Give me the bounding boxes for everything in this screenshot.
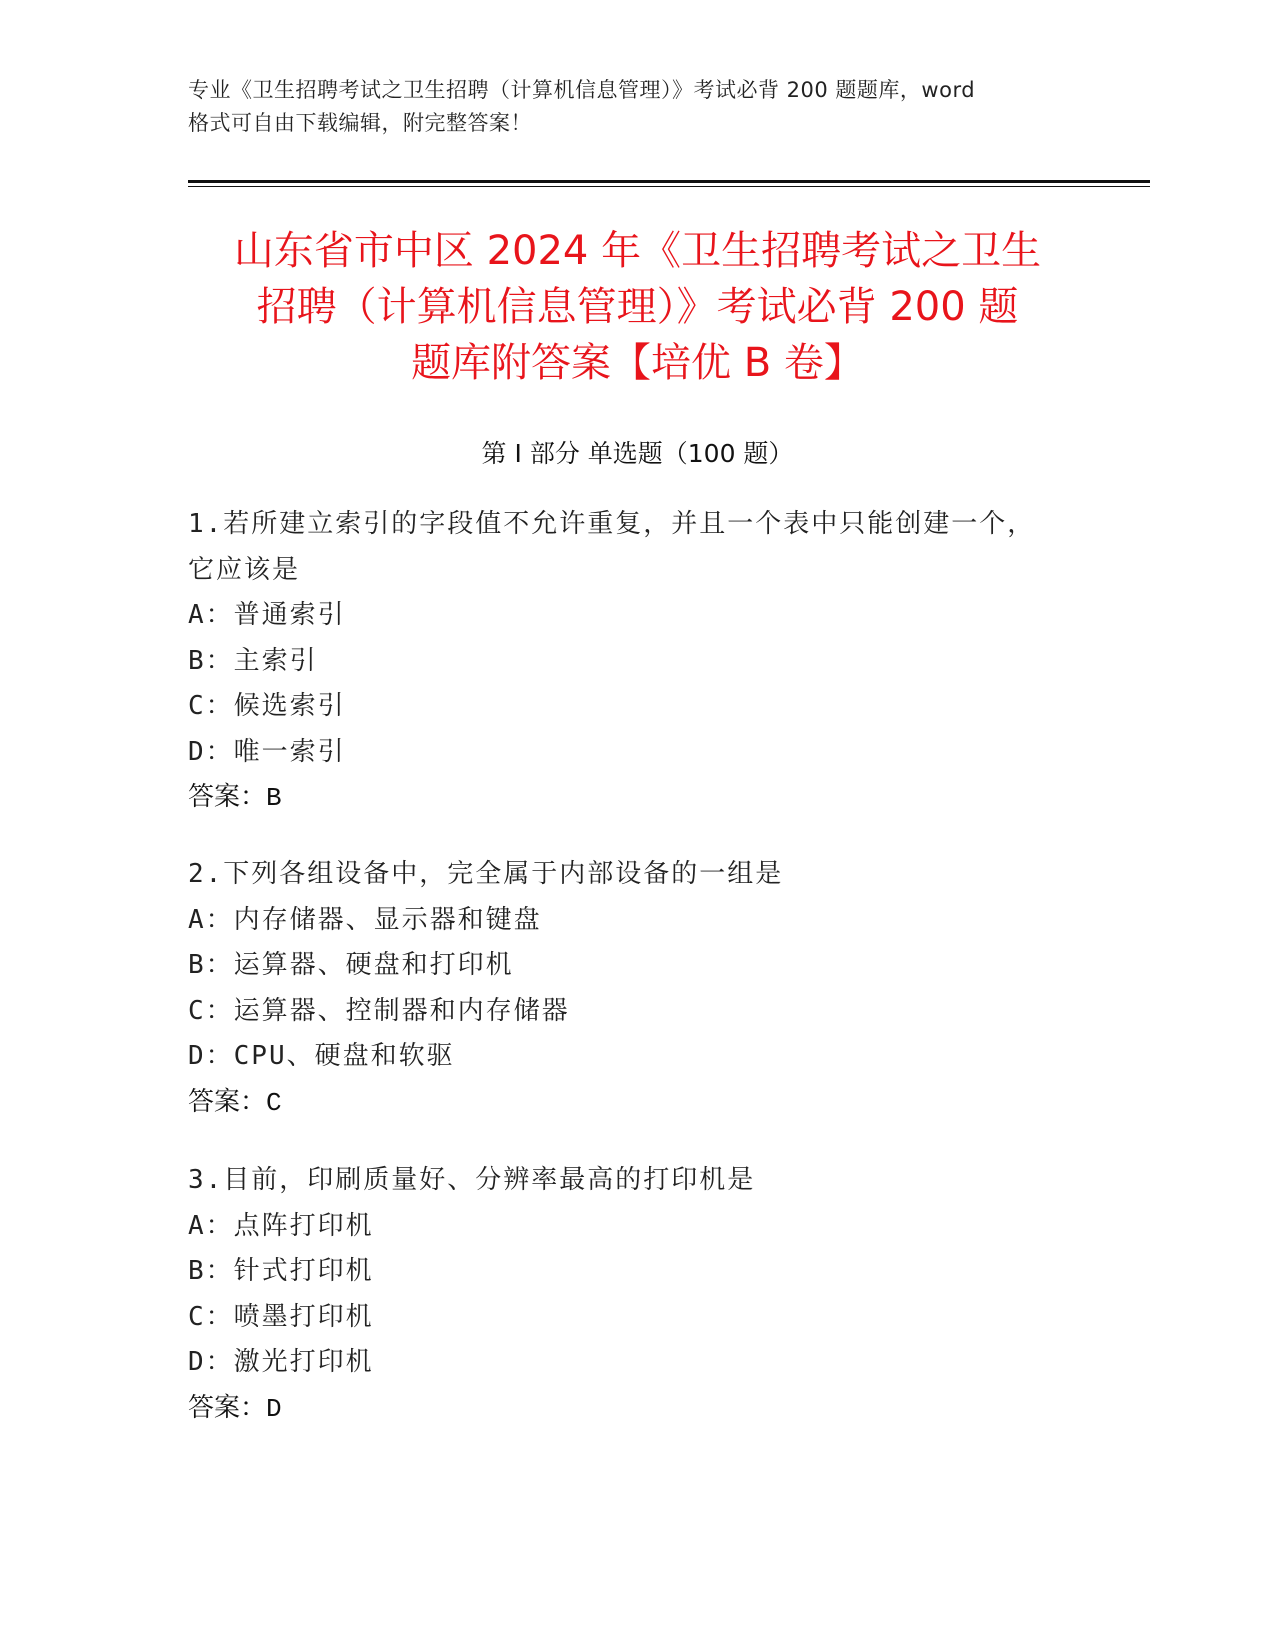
title-line-3: 题库附答案【培优 B 卷】 xyxy=(411,340,864,386)
answer-value: C xyxy=(266,1087,282,1118)
option-b: B：主索引 xyxy=(188,645,318,676)
answer-label: 答案： xyxy=(188,1086,267,1117)
title-line-2: 招聘（计算机信息管理）》考试必背 200 题 xyxy=(256,284,1019,330)
option-c: C：运算器、控制器和内存储器 xyxy=(188,995,570,1026)
option-c: C：喷墨打印机 xyxy=(188,1301,374,1332)
header-divider-thick xyxy=(188,180,1150,183)
option-d: D：CPU、硬盘和软驱 xyxy=(188,1041,455,1071)
answer-value: D xyxy=(266,1393,282,1424)
header-note xyxy=(188,74,1088,140)
option-a: A：点阵打印机 xyxy=(188,1210,374,1241)
option-c: C：候选索引 xyxy=(188,691,346,721)
option-d: D：激光打印机 xyxy=(188,1347,374,1377)
answer-value: B xyxy=(266,783,282,813)
header-note-line-1: 专业《卫生招聘考试之卫生招聘（计算机信息管理）》考试必背 200 题题库，word xyxy=(188,78,976,102)
answer-line xyxy=(188,1080,1088,1127)
question-2 xyxy=(188,852,1088,1126)
header-divider-thin xyxy=(188,186,1150,187)
answer-label: 答案： xyxy=(188,1392,267,1423)
answer-line xyxy=(188,1386,1088,1433)
option-a: A：普通索引 xyxy=(188,600,346,630)
question-stem: 2.下列各组设备中，完全属于内部设备的一组是 xyxy=(188,859,784,889)
answer-label: 答案： xyxy=(188,782,267,812)
question-stem: 3.目前，印刷质量好、分辨率最高的打印机是 xyxy=(188,1165,756,1195)
question-1 xyxy=(188,502,1088,822)
option-d: D：唯一索引 xyxy=(188,736,346,767)
section-title: 第 I 部分 单选题（100 题） xyxy=(481,439,794,468)
option-a: A：内存储器、显示器和键盘 xyxy=(188,904,542,935)
question-stem-continued: 它应该是 xyxy=(188,554,301,585)
question-stem: 1.若所建立索引的字段值不允许重复，并且一个表中只能创建一个， xyxy=(188,509,1036,539)
question-3 xyxy=(188,1158,1088,1432)
header-note-line-2: 格式可自由下载编辑，附完整答案！ xyxy=(188,111,532,135)
option-b: B：针式打印机 xyxy=(188,1256,374,1286)
option-b: B：运算器、硬盘和打印机 xyxy=(188,950,514,980)
answer-line xyxy=(188,775,1088,822)
title-line-1: 山东省市中区 2024 年《卫生招聘考试之卫生 xyxy=(233,228,1042,274)
document-title xyxy=(160,223,1115,391)
